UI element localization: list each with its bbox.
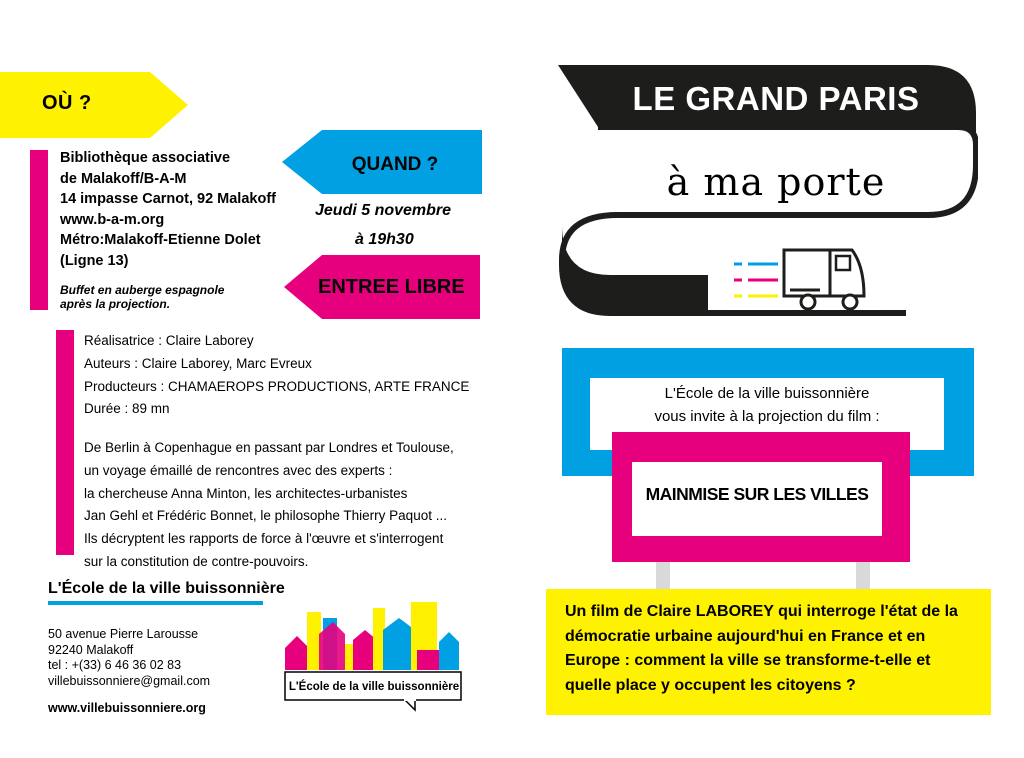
- contact-email-link[interactable]: villebuissonniere@gmail.com: [48, 673, 211, 688]
- film-credits: [84, 330, 469, 421]
- description-line: De Berlin à Copenhague en passant par Londres et Toulouse,: [84, 440, 454, 455]
- organizer-website-link[interactable]: www.villebuissonniere.org: [48, 701, 206, 715]
- invitation-line: vous invite à la projection du film :: [654, 408, 880, 425]
- organizer-underline: [48, 601, 263, 605]
- logo-caption: L'École de la ville buissonnière: [288, 681, 460, 693]
- address-accent-bar: [30, 150, 48, 310]
- organizer-contact: [48, 627, 210, 689]
- buffet-line: après la projection.: [60, 297, 171, 311]
- invitation-line: L'École de la ville buissonnière: [664, 385, 870, 402]
- event-date: Jeudi 5 novembre: [315, 202, 452, 219]
- billboard-post: [656, 562, 670, 590]
- address-line: (Ligne 13): [60, 252, 129, 269]
- billboard-post: [856, 562, 870, 590]
- where-arrow-tag: [0, 72, 188, 138]
- description-line: Ils décryptent les rapports de force à l'œuvre et s'interrogent: [84, 531, 444, 547]
- film-summary: Un film de Claire LABOREY qui interroge l'état de la démocratie urbaine aujourd'hui en France et en Europe : comment la ville se transforme-t-elle et quelle place y occupent les citoyens ?: [565, 603, 958, 694]
- banner-title: LE GRAND PARIS: [632, 80, 920, 117]
- credit-line: Producteurs : CHAMAEROPS PRODUCTIONS, ARTE FRANCE: [84, 378, 470, 394]
- venue-address: [60, 148, 276, 271]
- buffet-line: Buffet en auberge espagnole: [60, 283, 225, 297]
- description-line: sur la constitution de contre-pouvoirs.: [84, 553, 309, 569]
- address-line: Bibliothèque associative: [60, 150, 231, 166]
- contact-phone: tel : +(33) 6 46 36 02 83: [48, 658, 182, 672]
- organizer-name: L'École de la ville buissonnière: [48, 580, 285, 597]
- buffet-note: [60, 283, 224, 311]
- truck-icon: [730, 246, 880, 316]
- description-line: la chercheuse Anna Minton, les architectes-urbanistes: [84, 485, 408, 501]
- address-line: Métro:Malakoff-Etienne Dolet: [60, 232, 261, 248]
- where-label: OÙ ?: [42, 92, 92, 114]
- address-line: de Malakoff/B-A-M: [60, 170, 187, 187]
- banner-subtitle: à ma porte: [666, 160, 886, 204]
- free-entry-label: ENTREE LIBRE: [318, 276, 465, 298]
- venue-website-link[interactable]: www.b-a-m.org: [60, 211, 165, 228]
- credit-line: Auteurs : Claire Laborey, Marc Evreux: [84, 355, 312, 371]
- credit-line: Réalisatrice : Claire Laborey: [84, 333, 254, 348]
- description-line: Jan Gehl et Frédéric Bonnet, le philosophe Thierry Paquot ...: [84, 508, 447, 524]
- credits-accent-bar: [56, 330, 74, 555]
- event-time: à 19h30: [355, 231, 414, 248]
- contact-line: 92240 Malakoff: [48, 642, 134, 657]
- credit-line: Durée : 89 mn: [84, 401, 170, 417]
- contact-line: 50 avenue Pierre Larousse: [48, 627, 199, 641]
- organizer-logo-city-icon: [283, 600, 465, 712]
- invitation-text: [590, 382, 944, 428]
- address-line: 14 impasse Carnot, 92 Malakoff: [60, 191, 276, 207]
- when-label: QUAND ?: [351, 154, 439, 175]
- film-title: MAINMISE SUR LES VILLES: [645, 484, 869, 504]
- description-line: un voyage émaillé de rencontres avec des experts :: [84, 462, 393, 478]
- film-description: [84, 437, 454, 574]
